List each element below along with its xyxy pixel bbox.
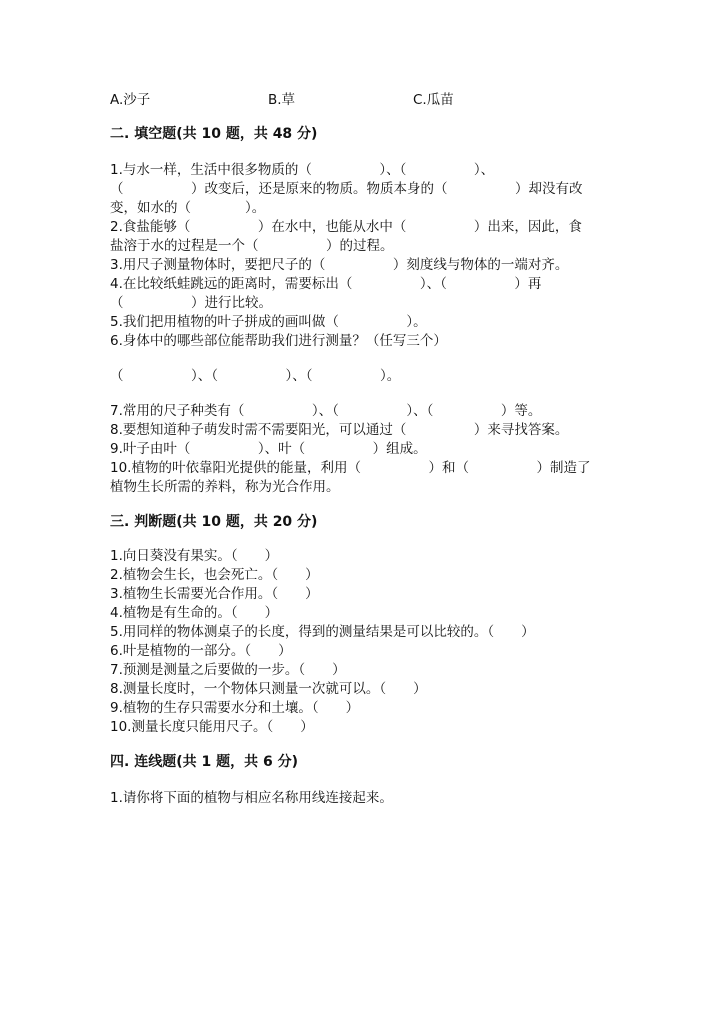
judge-line: 9.植物的生存只需要水分和土壤。（ ） <box>110 700 360 716</box>
fill-line: （ ）进行比较。 <box>110 295 272 311</box>
fill-line: 2.食盐能够（ ）在水中，也能从水中（ ）出来，因此，食 <box>110 219 582 235</box>
option-a: A.沙子 <box>110 92 151 108</box>
fill-line: 3.用尺子测量物体时，要把尺子的（ ）刻度线与物体的一端对齐。 <box>110 257 569 273</box>
fill-line: 4.在比较纸蛙跳远的距离时，需要标出（ ）、（ ）再 <box>110 276 542 292</box>
fill-line: 1.与水一样，生活中很多物质的（ ）、（ ）、 <box>110 162 495 178</box>
judge-line: 4.植物是有生命的。（ ） <box>110 605 279 621</box>
judge-line: 5.用同样的物体测桌子的长度，得到的测量结果是可以比较的。（ ） <box>110 624 535 640</box>
fill-line: 盐溶于水的过程是一个（ ）的过程。 <box>110 238 394 254</box>
fill-line: 5.我们把用植物的叶子拼成的画叫做（ ）。 <box>110 314 427 330</box>
option-b: B.草 <box>268 92 296 108</box>
judge-line: 1.向日葵没有果实。（ ） <box>110 548 279 564</box>
fill-line: 7.常用的尺子种类有（ ）、（ ）、（ ）等。 <box>110 403 542 419</box>
fill-line: 6.身体中的哪些部位能帮助我们进行测量？（任写三个） <box>110 333 447 349</box>
section-3-heading: 三. 判断题(共 10 题，共 20 分) <box>110 514 318 530</box>
match-line: 1.请你将下面的植物与相应名称用线连接起来。 <box>110 790 393 806</box>
fill-line: 10.植物的叶依靠阳光提供的能量，利用（ ）和（ ）制造了 <box>110 460 591 476</box>
fill-line: （ ）改变后，还是原来的物质。物质本身的（ ）却没有改 <box>110 181 583 197</box>
judge-line: 10.测量长度只能用尺子。（ ） <box>110 719 314 735</box>
option-c: C.瓜苗 <box>413 92 454 108</box>
fill-line: 变，如水的（ ）。 <box>110 200 266 216</box>
judge-line: 6.叶是植物的一部分。（ ） <box>110 643 292 659</box>
fill-line: （ ）、（ ）、（ ）。 <box>110 368 401 384</box>
fill-line: 9.叶子由叶（ ）、叶（ ）组成。 <box>110 441 427 457</box>
judge-line: 3.植物生长需要光合作用。（ ） <box>110 586 319 602</box>
fill-line: 8.要想知道种子萌发时需不需要阳光，可以通过（ ）来寻找答案。 <box>110 422 569 438</box>
section-4-heading: 四. 连线题(共 1 题，共 6 分) <box>110 754 298 770</box>
judge-line: 2.植物会生长，也会死亡。（ ） <box>110 567 319 583</box>
section-2-heading: 二. 填空题(共 10 题，共 48 分) <box>110 126 318 142</box>
judge-line: 8.测量长度时，一个物体只测量一次就可以。（ ） <box>110 681 427 697</box>
judge-line: 7.预测是测量之后要做的一步。（ ） <box>110 662 346 678</box>
fill-line: 植物生长所需的养料，称为光合作用。 <box>110 479 340 495</box>
